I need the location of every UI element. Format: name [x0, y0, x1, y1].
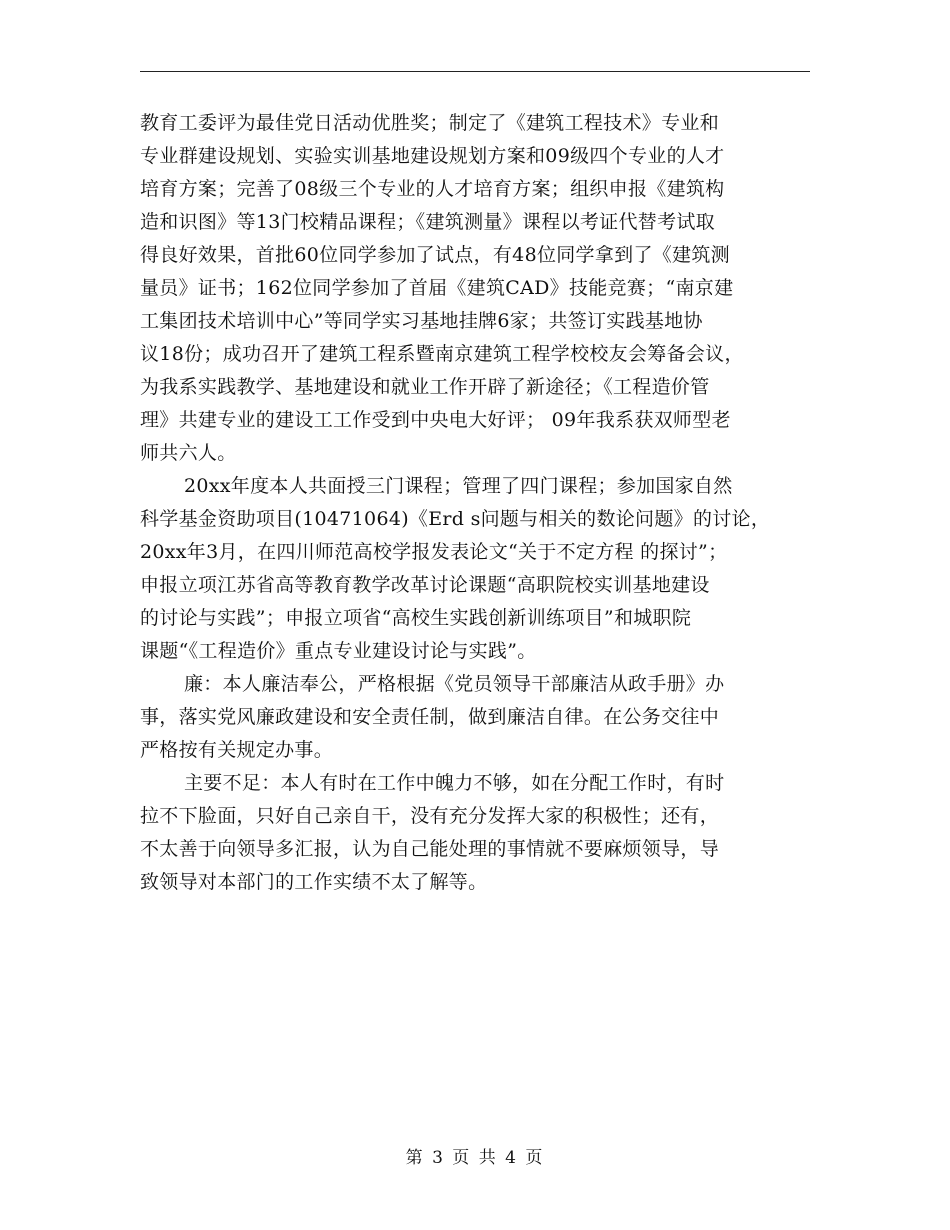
text-line: 议18份；成功召开了建筑工程系暨南京建筑工程学校校友会筹备会议，: [140, 343, 744, 365]
text-line: 20xx年3月，在四川师范高校学报发表论文“关于不定方程 的探讨”；: [140, 541, 728, 563]
text-line: 廉：本人廉洁奉公，严格根据《党员领导干部廉洁从政手册》办: [184, 673, 725, 695]
text-line: 理》共建专业的建设工工作受到中央电大好评； 09年我系获双师型老: [140, 409, 731, 431]
text-line: 致领导对本部门的工作实绩不太了解等。: [140, 871, 488, 893]
text-line: 的讨论与实践”；申报立项省“高校生实践创新训练项目”和城职院: [140, 607, 692, 629]
text-line: 严格按有关规定办事。: [140, 739, 334, 761]
text-line: 不太善于向领导多汇报，认为自己能处理的事情就不要麻烦领导，导: [140, 838, 720, 860]
text-line: 教育工委评为最佳党日活动优胜奖；制定了《建筑工程技术》专业和: [140, 112, 720, 134]
text-line: 申报立项江苏省高等教育教学改革讨论课题“高职院校实训基地建设: [140, 574, 710, 596]
text-line: 工集团技术培训中心”等同学实习基地挂牌6家；共签订实践基地协: [140, 310, 703, 332]
text-line: 造和识图》等13门校精品课程；《建筑测量》课程以考证代替考试取: [140, 211, 715, 233]
header-rule: [140, 71, 810, 72]
text-line: 专业群建设规划、实验实训基地建设规划方案和09级四个专业的人才: [140, 145, 725, 167]
text-line: 为我系实践教学、基地建设和就业工作开辟了新途径；《工程造价管: [140, 376, 710, 398]
text-line: 事，落实党风廉政建设和安全责任制，做到廉洁自律。在公务交往中: [140, 706, 720, 728]
body-text: [140, 107, 812, 899]
text-line: 课题“《工程造价》重点专业建设讨论与实践”。: [140, 640, 537, 662]
text-line: 科学基金资助项目(10471064)《Erd s问题与相关的数论问题》的讨论，: [140, 508, 771, 530]
page-number-footer: 第 3 页 共 4 页: [405, 1148, 545, 1168]
text-line: 拉不下脸面，只好自己亲自干，没有充分发挥大家的积极性；还有，: [140, 805, 720, 827]
text-line: 师共六人。: [140, 442, 237, 464]
text-line: 培育方案；完善了08级三个专业的人才培育方案；组织申报《建筑构: [140, 178, 725, 200]
text-line: 主要不足：本人有时在工作中魄力不够，如在分配工作时，有时: [184, 772, 725, 794]
text-line: 20xx年度本人共面授三门课程；管理了四门课程；参加国家自然: [184, 475, 733, 497]
text-line: 量员》证书；162位同学参加了首届《建筑CAD》技能竞赛；“南京建: [140, 277, 734, 299]
text-line: 得良好效果，首批60位同学参加了试点，有48位同学拿到了《建筑测: [140, 244, 730, 266]
